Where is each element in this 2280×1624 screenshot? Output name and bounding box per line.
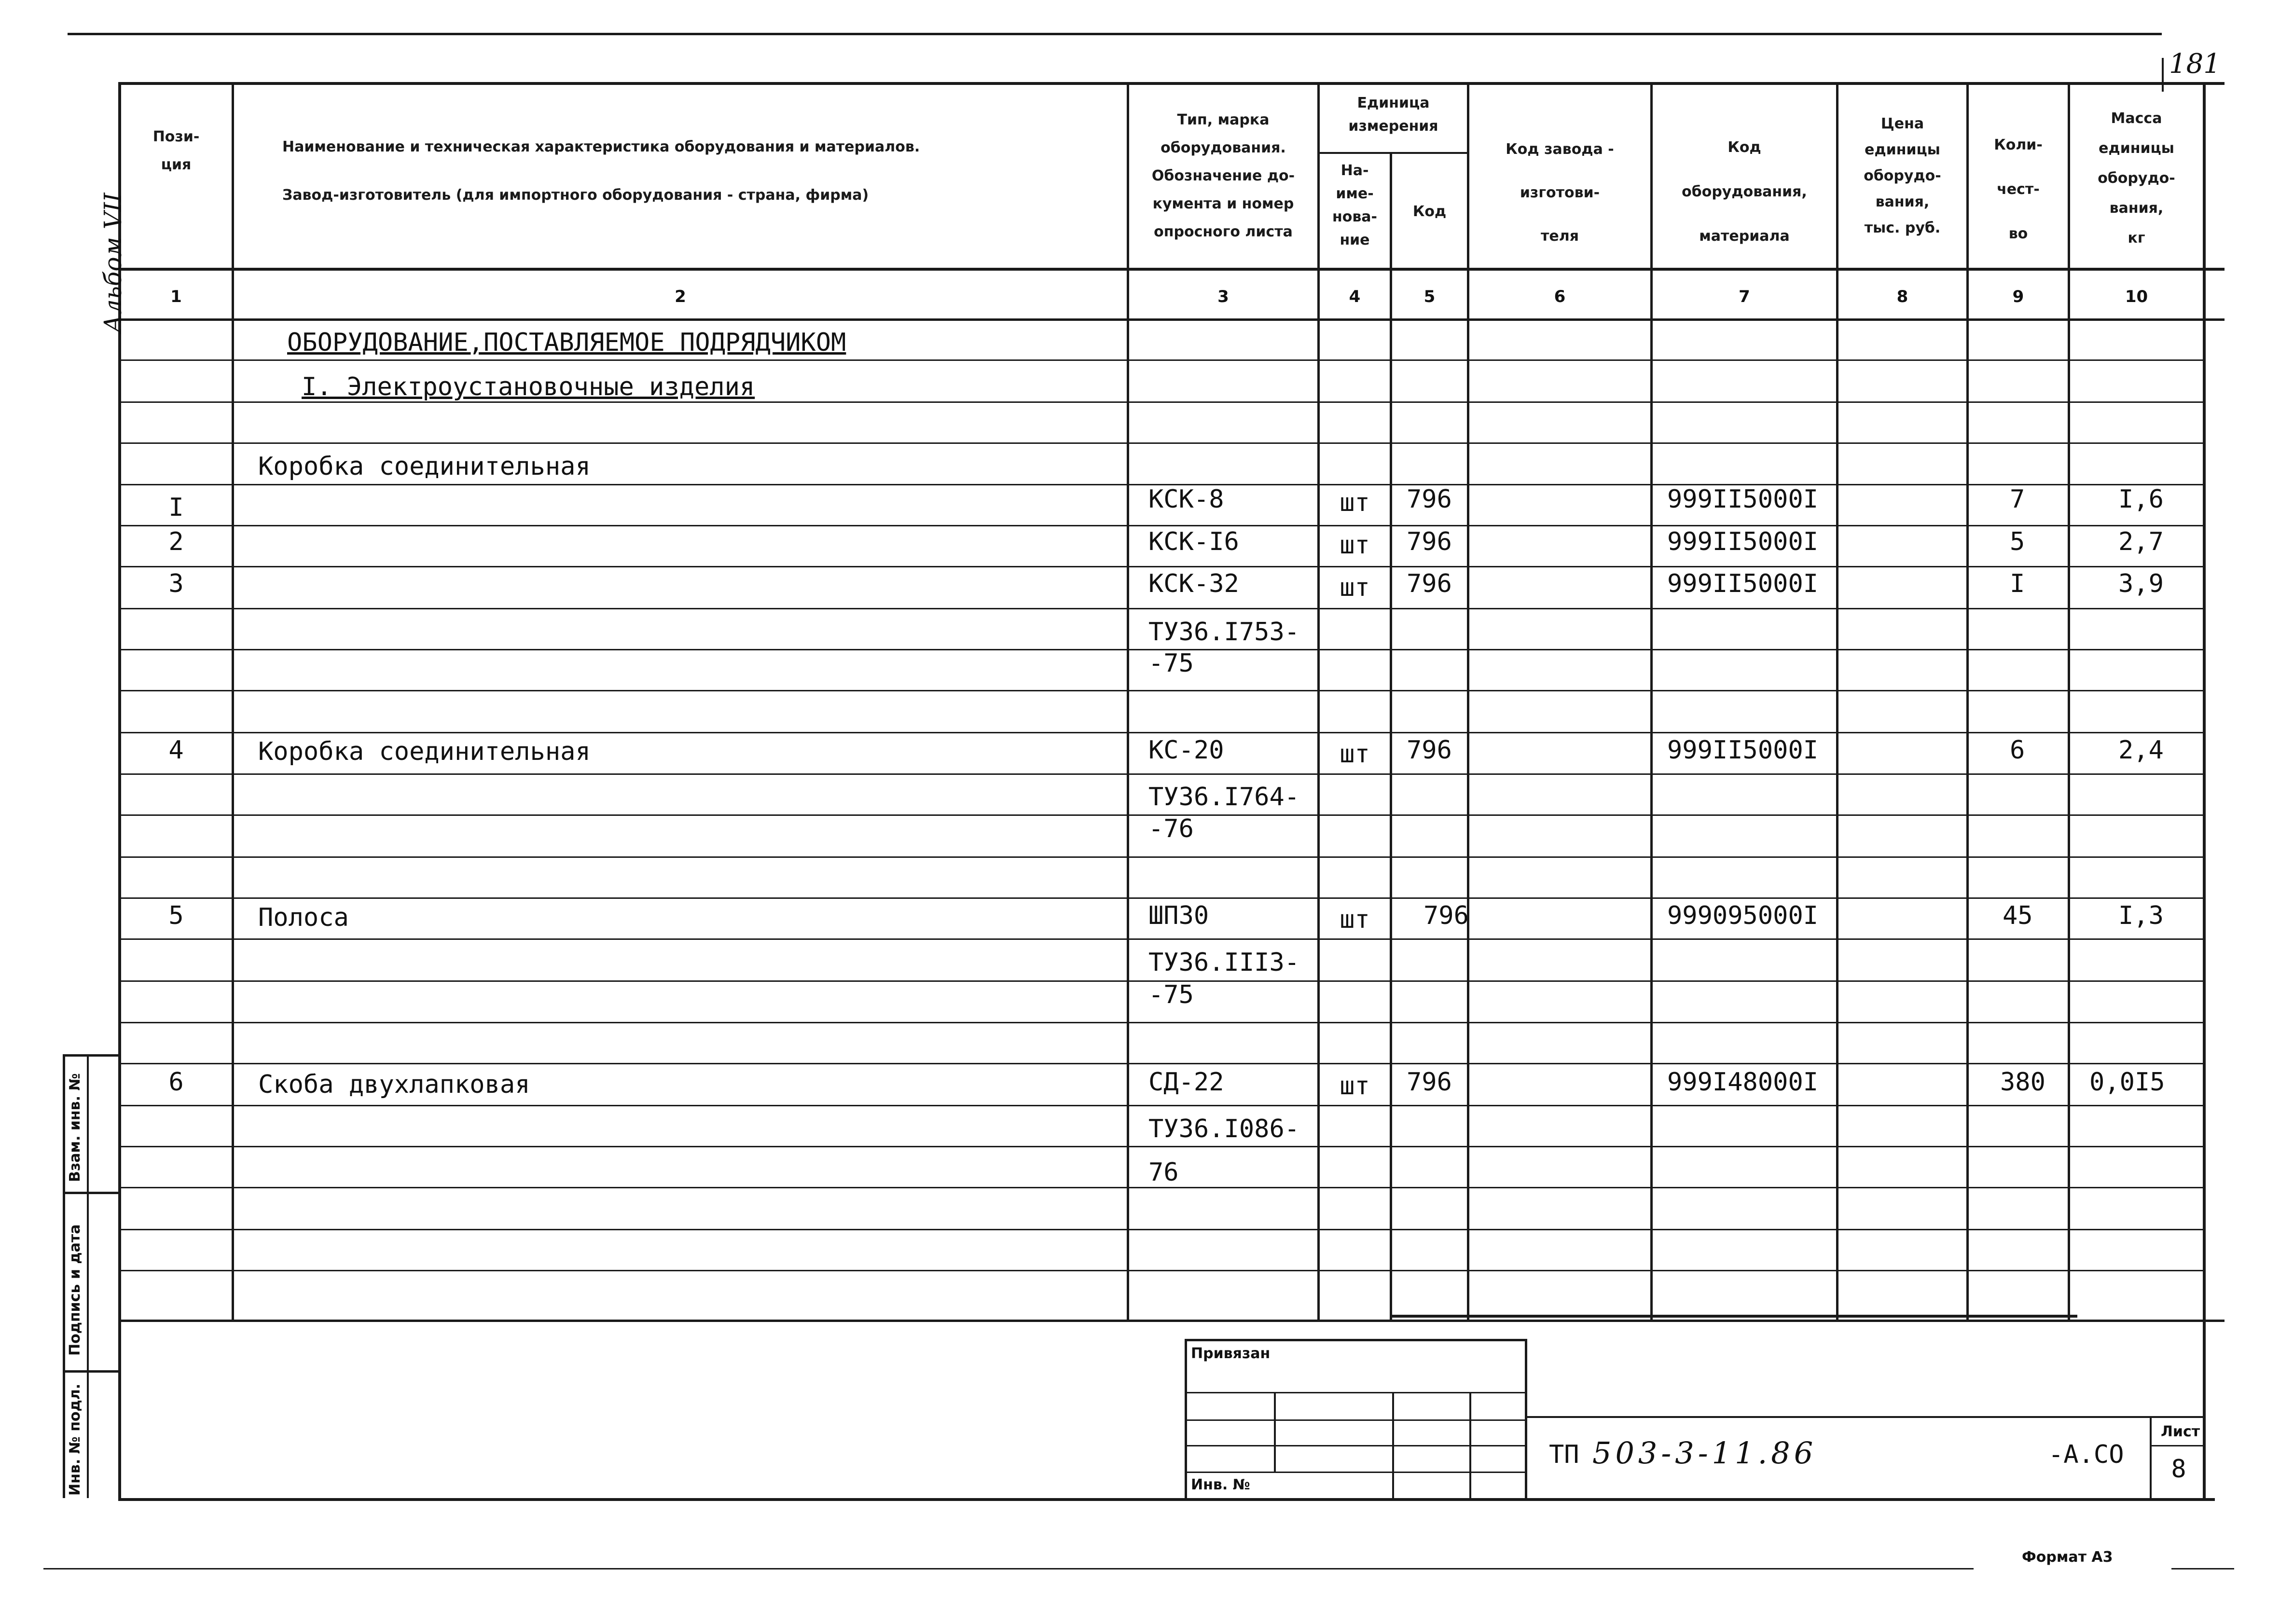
row-type: 76 — [1148, 1158, 1179, 1187]
sheet-number: 8 — [2171, 1455, 2186, 1484]
row-equipment-code: 999II5000I — [1667, 736, 1819, 765]
column-number: 1 — [170, 287, 182, 306]
header-plant-code: Код завода - изготови- теля — [1506, 141, 1614, 245]
header-position: Пози- ция — [152, 128, 200, 173]
row-quantity: I — [2010, 569, 2025, 598]
row-mass: I,3 — [2118, 901, 2164, 930]
row-type: ТУ36.I764- — [1148, 783, 1300, 812]
column-number: 4 — [1349, 287, 1361, 306]
row-position: 2 — [168, 527, 184, 556]
header-unit: Единица измерения — [1348, 95, 1438, 135]
privyazan-label: Привязан — [1191, 1345, 1271, 1362]
row-quantity: 6 — [2010, 736, 2025, 765]
header-type: Тип, марка оборудования. Обозначение до- кумента и номер опросного листа — [1151, 111, 1295, 240]
column-number: 10 — [2125, 287, 2148, 306]
row-mass: 3,9 — [2118, 569, 2164, 598]
row-quantity: 5 — [2010, 527, 2025, 556]
document-code-prefix: ТП — [1549, 1440, 1579, 1469]
row-type: КСК-I6 — [1148, 527, 1239, 556]
row-unit: шт — [1340, 905, 1370, 934]
row-position: 4 — [168, 736, 184, 765]
row-quantity: 45 — [2003, 901, 2033, 930]
header-unit-code: Код — [1412, 203, 1447, 220]
row-equipment-code: 999I48000I — [1667, 1068, 1819, 1097]
row-position: I — [168, 493, 184, 522]
format-label: Формат А3 — [2022, 1549, 2113, 1566]
document-code-handwritten: 503-3-11.86 — [1592, 1435, 1817, 1471]
row-mass: 2,4 — [2118, 736, 2164, 765]
row-type: СД-22 — [1148, 1068, 1224, 1097]
row-unit: шт — [1340, 740, 1370, 769]
header-equipment-code: Код оборудования, материала — [1682, 139, 1807, 245]
header-unit-price: Цена единицы оборудо- вания, тыс. руб. — [1864, 115, 1941, 236]
row-type: КСК-8 — [1148, 485, 1224, 514]
row-mass: 2,7 — [2118, 527, 2164, 556]
header-unit-name: На- име- нова- ние — [1332, 162, 1378, 248]
row-name: Коробка соединительная — [258, 452, 591, 481]
row-type: -75 — [1148, 649, 1194, 678]
page-corner-number: 181 — [2169, 48, 2221, 80]
row-type: КСК-32 — [1148, 569, 1239, 598]
row-position: 3 — [168, 569, 184, 598]
column-number: 9 — [2012, 287, 2024, 306]
column-number: 6 — [1554, 287, 1566, 306]
row-unit-code: 796 — [1423, 901, 1469, 930]
row-type: -75 — [1148, 980, 1194, 1009]
row-mass: I,6 — [2118, 485, 2164, 514]
row-unit-code: 796 — [1407, 736, 1452, 765]
stamp-inv-podl: Инв. № подл. — [67, 1383, 83, 1496]
row-position: 6 — [168, 1068, 184, 1097]
album-mark: Альбом VII — [99, 193, 127, 333]
row-type: КС-20 — [1148, 736, 1224, 765]
row-type: ТУ36.III3- — [1148, 948, 1300, 977]
header-mass: Масса единицы оборудо- вания, кг — [2098, 110, 2175, 247]
row-unit-code: 796 — [1407, 485, 1452, 514]
row-equipment-code: 999II5000I — [1667, 569, 1819, 598]
document-suffix: -А.СО — [2048, 1440, 2124, 1469]
column-number: 2 — [675, 287, 686, 306]
subsection-title: I. Электроустановочные изделия — [302, 372, 755, 401]
section-title: ОБОРУДОВАНИЕ,ПОСТАВЛЯЕМОЕ ПОДРЯДЧИКОМ — [287, 328, 846, 357]
header-quantity: Коли- чест- во — [1994, 137, 2043, 242]
column-number: 3 — [1217, 287, 1229, 306]
row-unit-code: 796 — [1407, 1068, 1452, 1097]
row-quantity: 380 — [2000, 1068, 2045, 1097]
row-unit: шт — [1340, 488, 1370, 517]
header-name: Наименование и техническая характеристика оборудования и материалов. Завод-изготовитель (для импортного оборудования - страна, фирма) — [282, 138, 920, 204]
row-equipment-code: 999095000I — [1667, 901, 1819, 930]
row-equipment-code: 999II5000I — [1667, 485, 1819, 514]
row-unit-code: 796 — [1407, 527, 1452, 556]
row-unit: шт — [1340, 1072, 1370, 1101]
column-number: 7 — [1739, 287, 1750, 306]
stamp-signature-date: Подпись и дата — [67, 1224, 83, 1356]
inv-no-label: Инв. № — [1191, 1476, 1250, 1493]
stamp-vzam-inv: Взам. инв. № — [67, 1073, 83, 1182]
row-name: Полоса — [258, 903, 349, 932]
row-unit: шт — [1340, 573, 1370, 602]
row-name: Коробка соединительная — [258, 737, 591, 766]
row-type: ТУ36.I753- — [1148, 618, 1300, 647]
row-unit: шт — [1340, 531, 1370, 560]
row-unit-code: 796 — [1407, 569, 1452, 598]
row-quantity: 7 — [2010, 485, 2025, 514]
row-type: ТУ36.I086- — [1148, 1115, 1300, 1143]
row-position: 5 — [168, 901, 184, 930]
row-type: ШП30 — [1148, 901, 1209, 930]
row-mass: 0,0I5 — [2089, 1068, 2165, 1097]
row-type: -76 — [1148, 814, 1194, 843]
sheet-label: Лист — [2161, 1423, 2200, 1440]
row-equipment-code: 999II5000I — [1667, 527, 1819, 556]
column-number: 5 — [1423, 287, 1436, 306]
row-name: Скоба двухлапковая — [258, 1070, 530, 1099]
column-number: 8 — [1896, 287, 1908, 306]
